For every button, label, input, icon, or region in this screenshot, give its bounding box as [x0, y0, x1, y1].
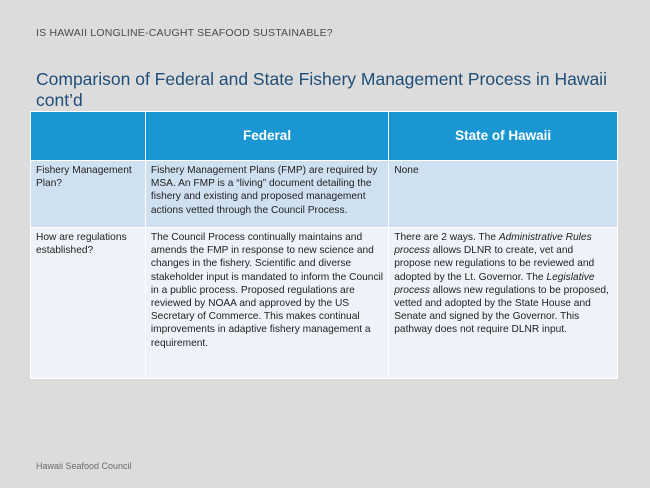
slide-kicker: IS HAWAII LONGLINE-CAUGHT SEAFOOD SUSTAINABLE?	[36, 27, 333, 39]
table-row	[31, 161, 618, 228]
legislative-process-emphasis: Legislative process	[394, 271, 595, 296]
state-cell	[389, 228, 618, 379]
table-header-row	[31, 112, 618, 161]
state-text-3: allows new regulations to be proposed, vetted and adopted by the State House and Senate and signed by the Governor. This pathway does not require DLNR input.	[394, 284, 609, 336]
state-cell: None	[389, 161, 618, 228]
row-label: Fishery Management Plan?	[31, 161, 146, 228]
federal-cell: Fishery Management Plans (FMP) are required by MSA. An FMP is a “living” document detailing the fishery and existing and proposed management actions vetted through the Council Process.	[145, 161, 388, 228]
state-text-2: allows DLNR to create, vet and propose new regulations to be reviewed and adopted by the Lt. Governor. The	[394, 245, 595, 283]
state-text-1: There are 2 ways. The	[394, 232, 499, 243]
header-federal: Federal	[145, 112, 388, 161]
administrative-rules-emphasis: Administrative Rules process	[394, 232, 592, 257]
table-row	[31, 228, 618, 379]
comparison-table	[30, 111, 618, 379]
slide-title: Comparison of Federal and State Fishery Management Process in Hawaii cont’d	[36, 69, 607, 110]
footer-org: Hawaii Seafood Council	[36, 461, 132, 471]
row-label: How are regulations established?	[31, 228, 146, 379]
federal-cell: The Council Process continually maintains and amends the FMP in response to new science and changes in the fishery. Scientific and diverse stakeholder input is mandated to inform the Council in a public process. Proposed regulations are reviewed by NOAA and approved by the US Secretary of Commerce. This makes continual improvements in adaptive fishery management a requirement.	[145, 228, 388, 379]
header-empty	[31, 112, 146, 161]
header-state: State of Hawaii	[389, 112, 618, 161]
